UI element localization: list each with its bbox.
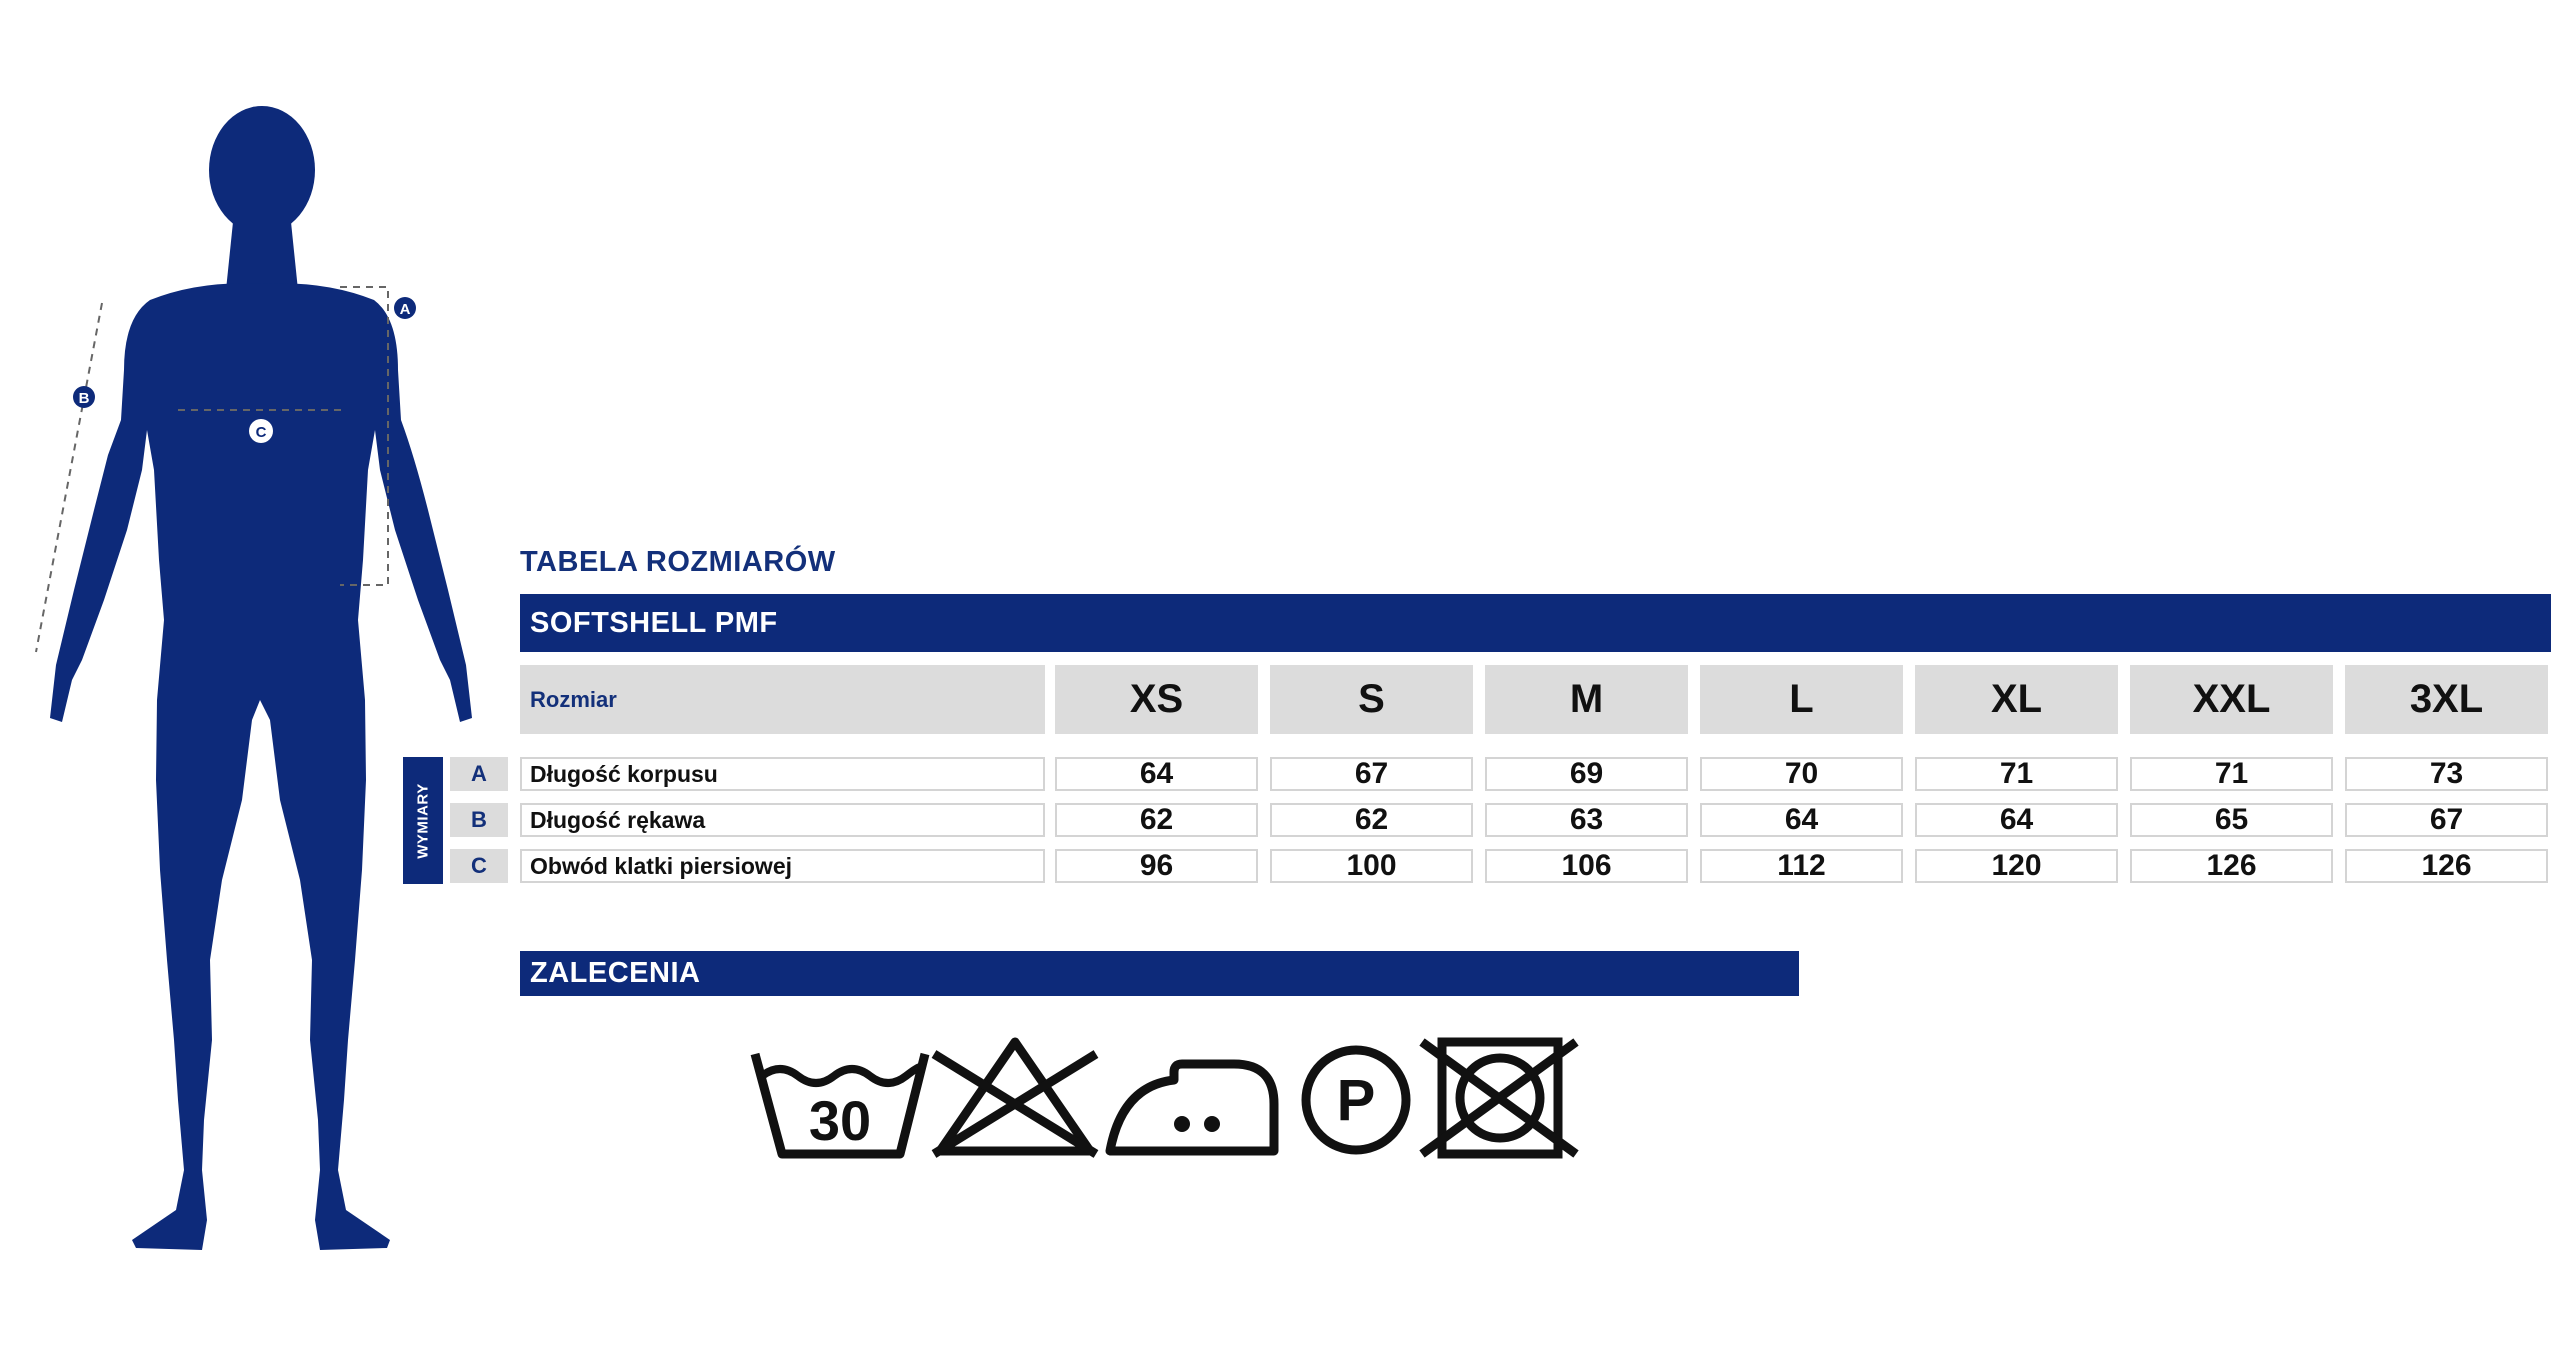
no-bleach-icon <box>930 1036 1100 1161</box>
header-size-3xl: 3XL <box>2345 665 2548 734</box>
dry-clean-p-icon <box>1297 1036 1415 1161</box>
row-c-key: C <box>450 849 508 883</box>
row-c-xl: 120 <box>1915 849 2118 883</box>
header-size-xxl: XXL <box>2130 665 2333 734</box>
row-b-3xl: 67 <box>2345 803 2548 837</box>
header-size-m: M <box>1485 665 1688 734</box>
wash-30-icon <box>750 1036 930 1161</box>
row-a-key: A <box>450 757 508 791</box>
marker-c-text: C <box>255 424 267 441</box>
row-c-l: 112 <box>1700 849 1903 883</box>
body-silhouette <box>0 0 500 1355</box>
row-b-m: 63 <box>1485 803 1688 837</box>
marker-a-text: A <box>399 301 411 318</box>
recommendations-bar: ZALECENIA <box>520 951 1799 996</box>
row-b-s: 62 <box>1270 803 1473 837</box>
measurements-side-tab <box>403 757 443 884</box>
row-a-xs: 64 <box>1055 757 1258 791</box>
iron-medium-icon <box>1102 1036 1282 1161</box>
header-size-l: L <box>1700 665 1903 734</box>
header-size-s: S <box>1270 665 1473 734</box>
page-title: TABELA ROZMIARÓW <box>520 546 836 578</box>
row-b-key: B <box>450 803 508 837</box>
row-b-xl: 64 <box>1915 803 2118 837</box>
row-a-xl: 71 <box>1915 757 2118 791</box>
marker-b <box>73 386 95 408</box>
row-a-s: 67 <box>1270 757 1473 791</box>
row-b-l: 64 <box>1700 803 1903 837</box>
silhouette-shape <box>50 106 472 1250</box>
row-c-label: Obwód klatki piersiowej <box>520 849 1045 883</box>
no-tumble-dry-icon <box>1418 1036 1580 1161</box>
header-rozmiar-label: Rozmiar <box>520 665 1045 734</box>
wash-temp-text: 30 <box>808 1089 872 1152</box>
row-b-label: Długość rękawa <box>520 803 1045 837</box>
row-c-xxl: 126 <box>2130 849 2333 883</box>
row-c-s: 100 <box>1270 849 1473 883</box>
header-size-xl: XL <box>1915 665 2118 734</box>
row-a-3xl: 73 <box>2345 757 2548 791</box>
row-b-xs: 62 <box>1055 803 1258 837</box>
dry-clean-letter: P <box>1336 1068 1376 1133</box>
marker-c <box>249 419 273 443</box>
marker-b-text: B <box>78 390 90 407</box>
row-c-m: 106 <box>1485 849 1688 883</box>
row-a-label: Długość korpusu <box>520 757 1045 791</box>
product-bar: SOFTSHELL PMF <box>520 594 2551 652</box>
measurements-side-label: WYMIARY <box>414 782 432 859</box>
row-c-xs: 96 <box>1055 849 1258 883</box>
row-c-3xl: 126 <box>2345 849 2548 883</box>
marker-a <box>394 297 416 319</box>
header-size-xs: XS <box>1055 665 1258 734</box>
row-a-xxl: 71 <box>2130 757 2333 791</box>
row-b-xxl: 65 <box>2130 803 2333 837</box>
row-a-m: 69 <box>1485 757 1688 791</box>
row-a-l: 70 <box>1700 757 1903 791</box>
